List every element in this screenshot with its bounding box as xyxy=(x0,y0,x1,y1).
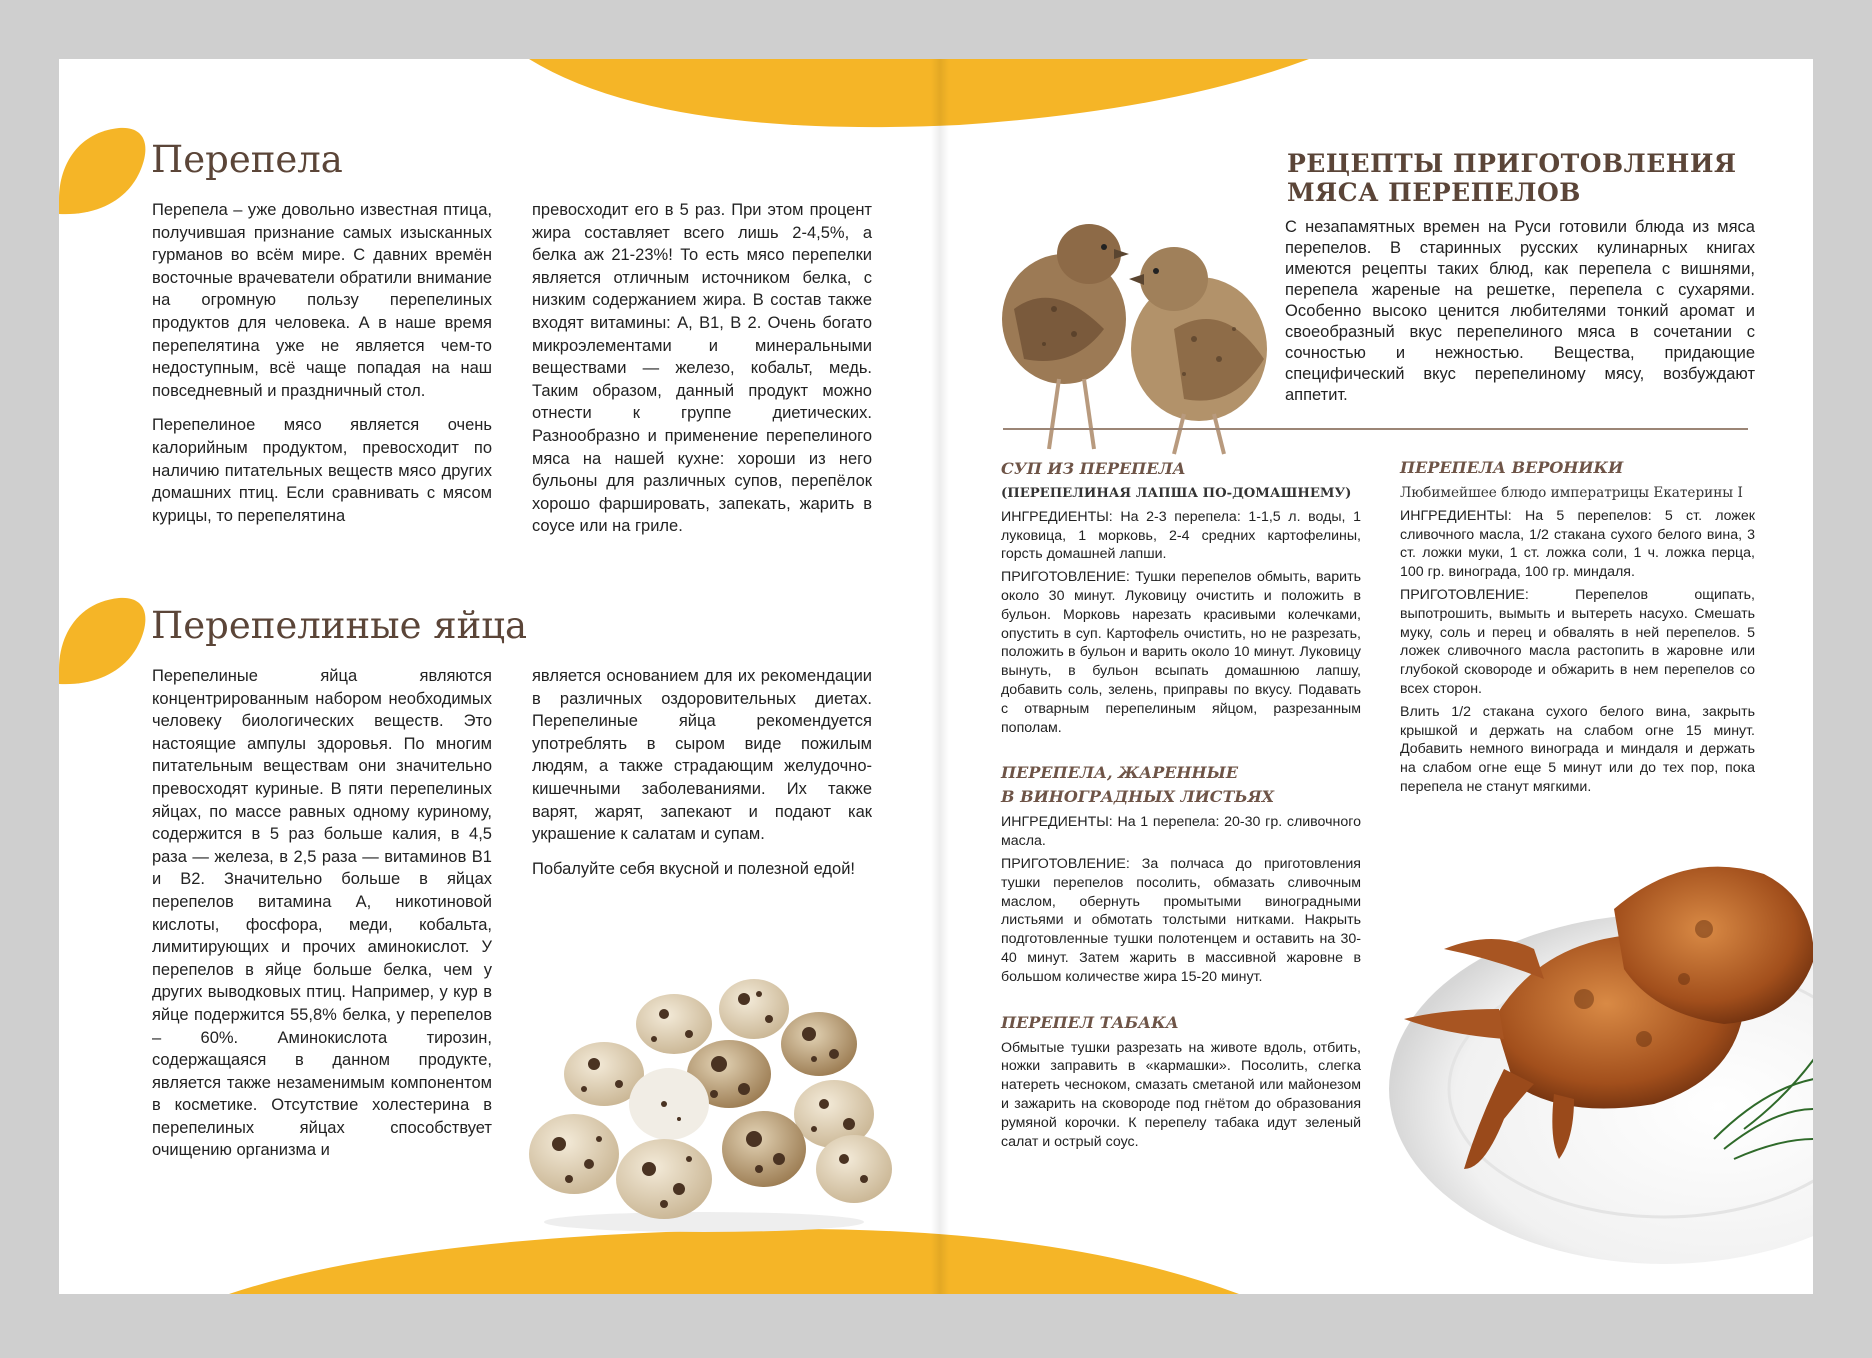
recipe-ingredients xyxy=(1001,813,1361,851)
recipe-text: Обмытые тушки разрезать на животе вдоль, отбить, ножки заправить в «кармашки». Посолить, слегка натереть чесноком, смазать сметаной или майонезом и зажарить на сковороде под гнётом до образования румяной корочки. К перепелу табака идут зеленый салат и острый соус. xyxy=(1001,1039,1361,1150)
ingredients-label: ИНГРЕДИЕНТЫ: xyxy=(1400,507,1512,524)
recipe-grape-leaves xyxy=(1001,761,1361,986)
page-fold xyxy=(931,59,949,1294)
ingredients-label: ИНГРЕДИЕНТЫ: xyxy=(1001,508,1113,525)
paragraph: Перепелиные яйца являются концентрированным набором необходимых человеку биологических веществ. Это настоящие ампулы здоровья. По многим питательным веществам они значительно превосходят куриные. В пяти перепелиных яйцах, по массе равных одному куриному, содержится в 5 раз больше калия, в 4,5 раза — железа, в 2,5 раза — витаминов В1 и В2. Значительно больше в яйцах перепелов витамина А, никотиновой кислоты, фосфора, меди, кобальта, лимитирующих и прочих аминокислот. У перепелов в яйце больше белка, чем у других выводковых птиц. Например, у кур в яйце подержится 55,8% белка, у перепелов – 60%. Аминокислота тирозин, содержащаяся в данном продукте, является также незаменимым компонентом в косметике. Отсутствие холестерина в перепелиных яйцах способствует очищению организма и xyxy=(152,667,492,1160)
recipe-veronika xyxy=(1400,456,1755,797)
ingredients-label: ИНГРЕДИЕНТЫ: xyxy=(1001,814,1113,831)
quails-column-1 xyxy=(152,199,492,539)
ingredients-text: На 2-3 перепела: 1-1,5 л. воды, 1 луковица, 1 морковь, 2-4 средних картофелины, горсть домашней лапши. xyxy=(1001,508,1361,563)
paragraph: превосходит его в 5 раз. При этом процент жира составляет всего лишь 2-4,5%, а белка аж 21-23%! То есть мясо перепелки является отличным источником белка, с низким содержанием жира. В состав также входят витамины: А, В1, В 2. Очень богато микроэлементами и минеральными веществами — железо, кобальт, медь. Таким образом, данный продукт можно отнести к группе диетических. Разнообразно и применение перепелиного мяса на нашей кухне: хороши из него бульоны для различных супов, перепёлок хорошо фаршировать, запекать, жарить в соусе или на гриле. xyxy=(532,201,872,536)
recipe-title: ПЕРЕПЕЛ ТАБАКА xyxy=(1001,1012,1179,1032)
recipes-title-line-1: РЕЦЕПТЫ ПРИГОТОВЛЕНИЯ xyxy=(1287,149,1737,178)
recipes-title-line-2: МЯСА ПЕРЕПЕЛОВ xyxy=(1287,178,1581,207)
quails-column-2 xyxy=(532,199,872,550)
preparation-text: За полчаса до приготовления тушки перепелов посолить, обмазать сливочным маслом, обернуть промытыми виноградными листьями и обмотать толстыми нитками. Накрыть подготовленные тушки полотенцем и оставить на 30-40 минут. Затем жарить в массивной жаровне в большом количестве жира 15-20 минут. xyxy=(1001,855,1361,985)
recipe-title xyxy=(1001,761,1361,809)
recipe-title-line-1: ПЕРЕПЕЛА, ЖАРЕННЫЕ xyxy=(1001,763,1239,783)
quail-eggs-image xyxy=(514,954,899,1239)
recipe-preparation-continued: Влить 1/2 стакана сухого белого вина, закрыть крышкой и держать на слабом огне 15 минут. Добавить немного винограда и миндаля и держать на слабом огне еще 5 минут или до тех пор, пока перепела не станут мягкими. xyxy=(1400,703,1755,795)
recipes-column-1 xyxy=(1001,457,1361,1155)
recipe-preparation xyxy=(1001,568,1361,737)
preparation-text: Перепелов ощипать, выпотрошить, вымыть и вытереть насухо. Смешать муку, соль и перец и обвалять в ней перепелов. 5 ложек сливочного масла растопить в жаровне или глубокой сковороде и обжарить в нем перепелов со всех сторон. xyxy=(1400,586,1755,697)
paragraph: Перепелиное мясо является очень калорийным продуктом, превосходит по наличию питательных веществ мясо других домашних птиц. Если сравнивать с мясом курицы, то перепелятина xyxy=(152,416,492,525)
paragraph: является основанием для их рекомендации в различных оздоровительных диетах. Перепелиные яйца рекомендуется употреблять в сыром виде пожилым людям, а также страдающим желудочно-кишечными заболеваниями. Их также варят, жарят, запекают и подают как украшение к салатам и супам. xyxy=(532,667,872,844)
recipe-title: СУП ИЗ ПЕРЕПЕЛА xyxy=(1001,459,1186,478)
leaf-decoration-2 xyxy=(59,594,149,689)
preparation-label: ПРИГОТОВЛЕНИЕ: xyxy=(1001,855,1130,872)
recipe-preparation xyxy=(1001,855,1361,987)
recipes-title xyxy=(1287,149,1737,207)
recipe-note: Любимейшее блюдо императрицы Екатерины I xyxy=(1400,485,1743,501)
recipe-title: ПЕРЕПЕЛА ВЕРОНИКИ xyxy=(1400,458,1624,477)
recipe-title-line-2: В ВИНОГРАДНЫХ ЛИСТЬЯХ xyxy=(1001,787,1275,807)
ingredients-text: На 1 перепела: 20-30 гр. сливочного масла. xyxy=(1001,814,1361,850)
preparation-label: ПРИГОТОВЛЕНИЕ: xyxy=(1400,586,1529,603)
recipes-column-2 xyxy=(1400,456,1755,801)
eggs-column-2 xyxy=(532,665,872,892)
recipe-ingredients xyxy=(1001,508,1361,564)
recipe-tabaka xyxy=(1001,1011,1361,1152)
preparation-text: Тушки перепелов обмыть, варить около 30 минут. Луковицу очистить и положить в бульон. Морковь нарезать красивыми колечками, опустить в суп. Картофель очистить, но не разрезать, положить в бульон и варить около 10 минут. Луковицу вынуть, в бульон всыпать домашнюю лапшу, добавить соль, зелень, приправы по вкусу. Подавать с отварным перепелиным яйцом, разрезанным пополам. xyxy=(1001,569,1361,736)
two-quails-image xyxy=(994,159,1284,459)
recipe-subtitle: (ПЕРЕПЕЛИНАЯ ЛАПША ПО-ДОМАШНЕМУ) xyxy=(1001,486,1352,501)
roasted-quail-plate-image xyxy=(1384,839,1813,1294)
paragraph: Побалуйте себя вкусной и полезной едой! xyxy=(532,859,855,878)
recipe-soup xyxy=(1001,457,1361,737)
section-title-quails: Перепела xyxy=(151,138,343,181)
recipe-preparation xyxy=(1400,586,1755,699)
recipe-ingredients xyxy=(1400,507,1755,582)
recipes-intro: С незапамятных времен на Руси готовили блюда из мяса перепелов. В старинных русских кулинарных книгах имеются рецепты таких блюд, как перепела с вишнями, перепела жареные на решетке, перепела с сухарями. Особенно высоко ценится любителями тонкий аромат и своеобразный вкус перепелиного мяса в сочетании с сочностью и нежностью. Вещества, придающие специфический вкус перепелиному мясу, возбуждают аппетит. xyxy=(1285,218,1755,404)
eggs-column-1 xyxy=(152,665,492,1174)
divider-line xyxy=(1003,428,1748,430)
preparation-label: ПРИГОТОВЛЕНИЕ: xyxy=(1001,569,1130,586)
section-title-eggs: Перепелиные яйца xyxy=(151,604,528,647)
ingredients-text: На 5 перепелов: 5 ст. ложек сливочного масла, 1/2 стакана сухого белого вина, 3 ст. ложки муки, 1 ст. ложка соли, 1 ч. ложка перца, 100 гр. винограда, 100 гр. миндаля. xyxy=(1400,507,1755,581)
leaf-decoration-1 xyxy=(59,124,149,219)
paragraph: Перепела – уже довольно известная птица, получившая признание самых изысканных гурманов во всём мире. С давних времён восточные врачеватели обратили внимание на огромную пользу перепелиных продуктов для человека. А в наше время перепелятина уже не является чем-то недоступным, всё чаще попадая на наш повседневный и праздничный стол. xyxy=(152,201,492,400)
brochure-spread xyxy=(59,59,1813,1294)
